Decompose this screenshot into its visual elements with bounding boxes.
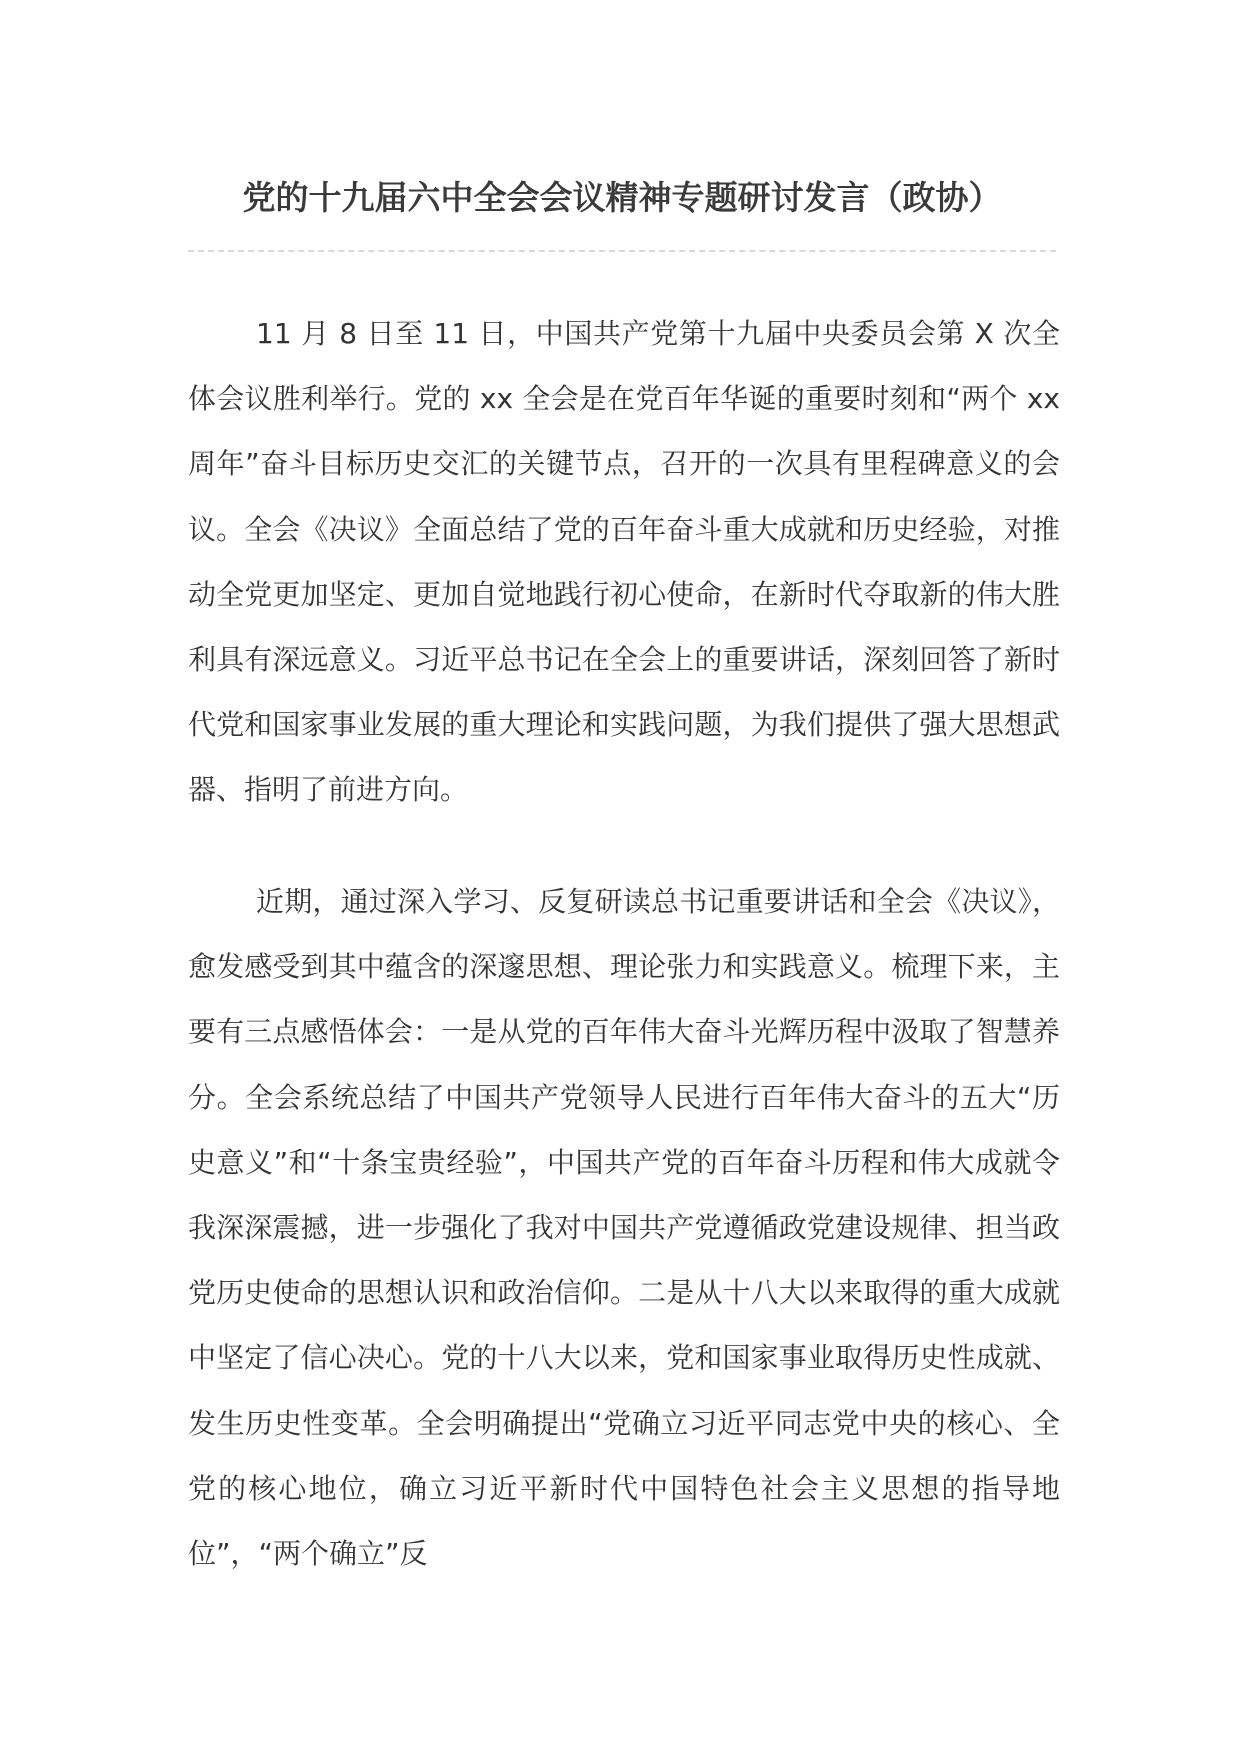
body-paragraph-2: 近期，通过深入学习、反复研读总书记重要讲话和全会《决议》，愈发感受到其中蕴含的深邃思想、理论张力和实践意义。梳理下来，主要有三点感悟体会：一是从党的百年伟大奋斗光辉历程中汲取了智慧养分。全会系统总结了中国共产党领导人民进行百年伟大奋斗的五大“历史意义”和“十条宝贵经验”，中国共产党的百年奋斗历程和伟大成就令我深深震撼，进一步强化了我对中国共产党遵循政党建设规律、担当政党历史使命的思想认识和政治信仰。二是从十八大以来取得的重大成就中坚定了信心决心。党的十八大以来，党和国家事业取得历史性成就、发生历史性变革。全会明确提出“党确立习近平同志党中央的核心、全党的核心地位，确立习近平新时代中国特色社会主义思想的指导地位”，“两个确立”反 (188, 885, 1060, 1571)
body-paragraph-1: 11 月 8 日至 11 日，中国共产党第十九届中央委员会第 X 次全体会议胜利举行。党的 xx 全会是在党百年华诞的重要时刻和“两个 xx 周年”奋斗目标历史交汇的关键节点，召开的一次具有里程碑意义的会议。全会《决议》全面总结了党的百年奋斗重大成就和历史经验，对推动全党更加坚定、更加自觉地践行初心使命，在新时代夺取新的伟大胜利具有深远意义。习近平总书记在全会上的重要讲话，深刻回答了新时代党和国家事业发展的重大理论和实践问题，为我们提供了强大思想武器、指明了前进方向。 (188, 317, 1060, 807)
document-title: 党的十九届六中全会会议精神专题研讨发言（政协） (242, 178, 1002, 217)
title-divider (188, 250, 1056, 252)
